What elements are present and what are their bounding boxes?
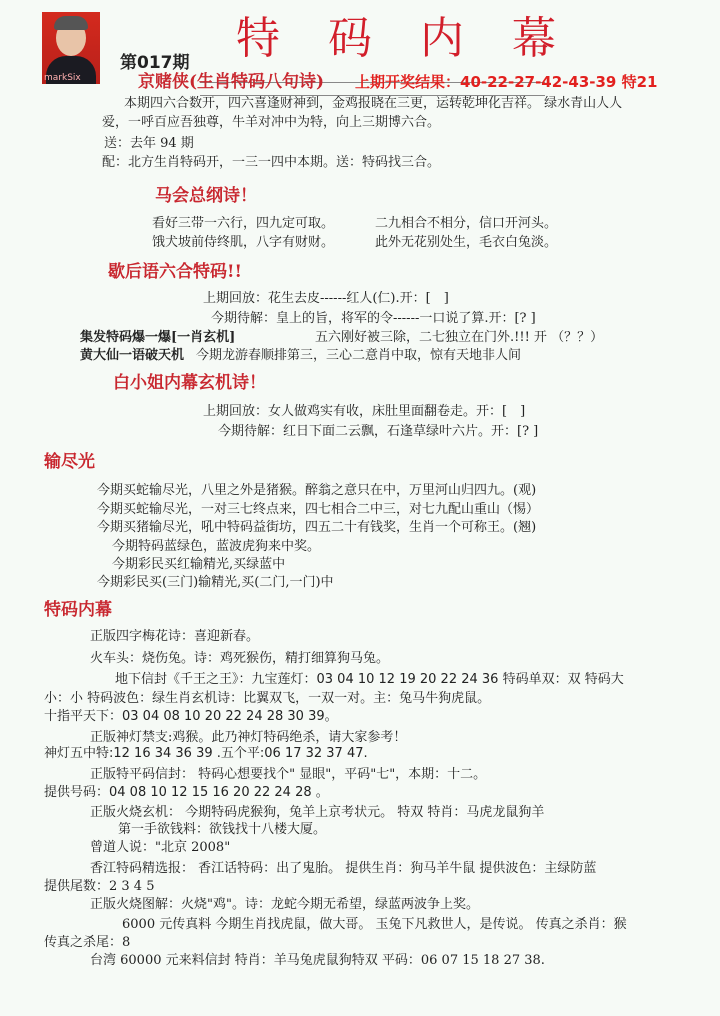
text-line: 小：小 特码波色：绿生肖玄机诗：比翼双飞，一双一对。主：兔马牛狗虎鼠。 [44,691,491,706]
text-line: 此外无花别处生，毛衣白兔淡。 [375,235,558,250]
text-line: 6000 元传真料 今期生肖找虎鼠，做大哥。 玉兔下凡救世人，是传说。 传真之杀肖：猴 [122,917,627,932]
section-heading: 特码内幕 [44,600,112,620]
text-line: 饿犬坡前侍终肌，八字有财财。 [152,235,335,250]
section-heading: 白小姐内幕玄机诗！ [113,373,266,393]
text-line: 今期买蛇输尽光，八里之外是猪猴。醉翁之意只在中，万里河山归四九。(观) [97,483,537,498]
title-char: 特 [236,13,280,64]
text-line: 今期龙游春顺排第三，三心二意肖中取，惊有天地非人间 [196,348,522,363]
text-line: 提供号码：04 08 10 12 15 16 20 22 24 28 。 [44,785,329,800]
title-char: 幕 [512,13,556,64]
section-heading: 歇后语六合特码!! [108,262,242,282]
text-line: 爱，一呼百应吾独尊，牛羊对冲中为特，向上三期博六合。 [102,115,441,130]
text-line: 二九相合不相分，信口开河头。 [375,216,558,231]
text-line: 集发特码爆一爆[一肖玄机] [80,330,236,345]
text-line: 曾道人说："北京 2008" [90,840,231,855]
text-line: 香江特码精选报： 香江话特码：出了鬼胎。 提供生肖：狗马羊牛鼠 提供波色：主绿防蓝 [90,861,597,876]
text-line: 今期特码蓝绿色，蓝波虎狗来中奖。 [112,539,321,554]
text-line: 传真之杀尾：8 [44,935,131,950]
last-draw-result: 上期开奖结果：40-22-27-42-43-39 特21 [355,73,658,91]
title-char: 内 [420,13,464,64]
text-line: 上期回放：女人做鸡实有收，床肚里面翻卷走。开：[ ] [203,404,526,419]
text-line: 正版神灯禁支:鸡猴。此乃神灯特码绝杀，请大家参考！ [90,730,407,745]
text-line: 今期买猪输尽光，吼中特码益街坊，四五二十有钱奖，生肖一个可称王。(翘) [97,520,537,535]
text-line: 今期待解：红日下面二云飘，石逢草绿叶六片。开：[? ] [218,424,539,439]
text-line: 本期四六合数开，四六喜逢财神到，金鸡报晓在三更，运转乾坤化吉祥。 绿水青山人人 [124,96,623,111]
text-line: 送：去年 94 期 [104,136,194,151]
text-line: 今期待解：皇上的旨，将军的令------一口说了算.开：[? ] [211,311,536,326]
photo-watermark: markSix [44,73,81,83]
text-line: 上期回放：花生去皮------红人(仁).开：[ ] [203,291,449,306]
text-line: 地下信封《千王之王》：九宝莲灯：03 04 10 12 19 20 22 24 36 特码单双：双 特码大 [115,672,624,687]
text-line: 火车头：烧伤兔。诗：鸡死猴伤，精打细算狗马兔。 [90,651,390,666]
title-char: 码 [328,13,372,64]
text-line: 今期彩民买红输精光,买绿蓝中 [112,557,286,572]
text-line: 今期彩民买(三门)输精光,买(二门,一门)中 [97,575,334,590]
text-line: 台湾 60000 元来料信封 特肖：羊马兔虎鼠狗特双 平码：06 07 15 18 27 38. [90,953,545,968]
text-line: 正版四字梅花诗：喜迎新春。 [90,629,260,644]
issue-number: 第017期 [120,53,190,73]
text-line: 正版火烧玄机： 今期特码虎猴狗，兔羊上京考状元。 特双 特肖：马虎龙鼠狗羊 [90,805,545,820]
text-line: 看好三带一六行，四九定可取。 [152,216,335,231]
text-line: 配：北方生肖特码开，一三一四中本期。送：特码找三合。 [102,155,441,170]
section-heading: 马会总纲诗！ [155,186,257,206]
text-line: 正版特平码信封： 特码心想要找个" 显眼"，平码"七"，本期：十二。 [90,767,487,782]
text-line: 正版火烧图解：火烧"鸡"。诗：龙蛇今期无希望，绿蓝两波争上奖。 [90,897,479,912]
text-line: 五六刚好被三除，二七独立在门外.!!! 开 （？？） [315,330,604,345]
text-line: 提供尾数：2 3 4 5 [44,879,155,894]
text-line: 第一手欲钱料：欲钱找十八楼大厦。 [118,822,327,837]
section-heading: 京赌侠(生肖特码八句诗) [138,72,325,92]
photo-hair [54,16,88,30]
section-heading: 输尽光 [44,452,95,472]
page-title [236,12,556,66]
portrait-photo [42,12,100,84]
text-line: 神灯五中特:12 16 34 36 39 .五个平:06 17 32 37 47. [44,746,368,761]
text-line: 黄大仙一语破天机 [80,348,185,363]
text-line: 今期买蛇输尽光，一对三七终点来，四七相合二中三，对七九配山重山（惕） [97,502,540,517]
text-line: 十指平天下：03 04 08 10 20 22 24 28 30 39。 [44,709,338,724]
